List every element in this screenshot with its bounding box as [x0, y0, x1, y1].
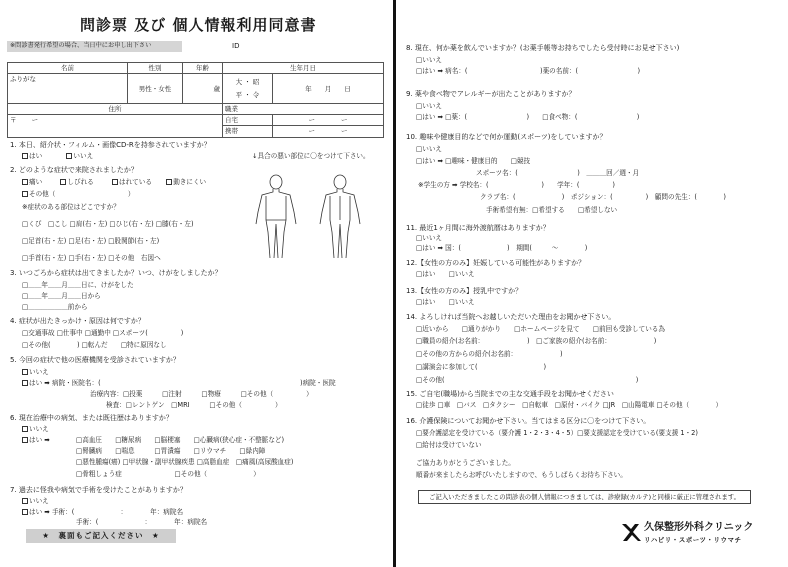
- mobile-phone-field[interactable]: ー ー: [273, 126, 384, 137]
- id-label: ID: [232, 42, 240, 50]
- q7-yes-label: はい: [29, 508, 43, 516]
- furigana-label: ふりがな: [10, 75, 36, 84]
- q11-no[interactable]: □いいえ: [416, 234, 443, 242]
- q2-numb-label: しびれる: [67, 178, 94, 186]
- q2-stiff-checkbox[interactable]: [166, 179, 172, 185]
- right-page: [396, 0, 788, 567]
- q2-parts-row-3[interactable]: □手首(右・左) □手(右・左) □その他 右図へ: [22, 254, 161, 262]
- q16-care-level[interactable]: □要介護認定を受けている（要介護 1・2・3・4・5）□要支援認定を受けている(要支援 1・2): [416, 429, 698, 437]
- q2-other-label: その他（ ）: [29, 190, 135, 198]
- name-field[interactable]: [8, 74, 128, 104]
- q7-surgery-2[interactable]: 手術：( ： 年：病院名: [76, 518, 208, 526]
- q9-yes[interactable]: □はい ➡ □薬：( ) □食べ物：( ): [416, 113, 640, 121]
- q8-no[interactable]: □いいえ: [416, 56, 443, 64]
- clinic-logo: [620, 520, 780, 550]
- q7-question: 7. 過去に怪我や病気で手術を受けたことがありますか？: [10, 486, 187, 494]
- clinic-name: 久保整形外科クリニック: [644, 522, 754, 533]
- q6-yes-checkbox[interactable]: [22, 437, 28, 443]
- q2-parts-row-2[interactable]: □足首(右・左) □足(右・左) □股関節(右・左): [22, 237, 160, 245]
- q2-question: 2. どのような症状で来院されましたか？: [10, 166, 138, 174]
- q10-yes[interactable]: □はい ➡ □趣味・健康目的 □競技: [416, 157, 531, 165]
- q7-surgery-1[interactable]: 手術：( ： 年：病院名: [51, 508, 184, 516]
- sex-field[interactable]: 男性・女性: [128, 74, 183, 104]
- q15-question: 15. ご自宅(職場)から当院までの主な交通手段をお聞かせください: [406, 390, 614, 398]
- q9-question: 9. 薬や食べ物でアレルギーが出たことがありますか？: [406, 90, 576, 98]
- q2-where: ※症状のある部位はどこですか？: [22, 203, 120, 211]
- q10-question: 10. 趣味や健康目的などで何か運動(スポーツ)をしていますか？: [406, 133, 607, 141]
- q2-other: [22, 190, 135, 198]
- q8-yes[interactable]: □はい ➡ 病名：( )薬の名前：( ): [416, 67, 641, 75]
- dob-header: 生年月日: [223, 63, 384, 74]
- q1-question: 1. 本日、紹介状・フィルム・画像CD-Rを持参されていますか？: [10, 141, 211, 149]
- q11-yes[interactable]: □はい ➡ 国：( ) 期間( 〜 ): [416, 244, 588, 252]
- q5-no-label: いいえ: [29, 368, 49, 376]
- q6-conditions-row-4[interactable]: □骨粗しょう症 □その他（ ）: [76, 470, 260, 478]
- q10-student[interactable]: ※学生の方 ➡ 学校名：( ) 学年：( ): [418, 181, 615, 189]
- q2-swollen-label: はれている: [119, 178, 152, 186]
- q7-no: [22, 497, 49, 505]
- q7-no-label: いいえ: [29, 497, 49, 505]
- q3-question: 3. いつごろから症状は出てきましたか？いつ、けがをしましたか？: [10, 269, 222, 277]
- q3-since[interactable]: □＿＿年＿＿月＿＿日から: [22, 292, 101, 300]
- q16-question: 16. 介護保険についてお聞かせ下さい。当てはまる区分に〇をつけて下さい。: [406, 417, 651, 425]
- q15-options[interactable]: □徒歩 □車 □バス □タクシー □自転車 □原付・バイク □JR □山陽電車 □その他（ ）: [416, 401, 723, 409]
- q10-club[interactable]: クラブ名：( ) ポジション：( ) 顧問の先生：( ): [480, 193, 726, 201]
- q9-no[interactable]: □いいえ: [416, 102, 443, 110]
- q1-no-checkbox[interactable]: [66, 153, 72, 159]
- q7-no-checkbox[interactable]: [22, 498, 28, 504]
- q10-surgery-wish[interactable]: 手術希望有無：□希望する □希望しない: [486, 206, 618, 214]
- q5-exam[interactable]: 検査：□レントゲン □MRI □その他（ ）: [106, 401, 282, 409]
- q2-numb-checkbox[interactable]: [60, 179, 66, 185]
- q5-hospital-suffix: )病院・医院: [300, 379, 336, 387]
- q10-no[interactable]: □いいえ: [416, 145, 443, 153]
- q5-yes: [22, 379, 101, 387]
- q5-hospital-label: 病院・医院名：(: [51, 379, 101, 387]
- home-phone-field[interactable]: ー ー: [273, 115, 384, 126]
- body-diagram[interactable]: [244, 172, 372, 260]
- q5-no: [22, 368, 49, 376]
- q14-reasons-row-5[interactable]: □その他( ): [416, 376, 639, 384]
- home-label: 自宅: [223, 115, 273, 126]
- q13-options[interactable]: □はい □いいえ: [416, 298, 475, 306]
- privacy-notice: ご記入いただきましたこの問診表の個人情報につきましては、診療録(カルテ)と同様に厳正に管理されます。: [418, 490, 751, 504]
- q5-yes-checkbox[interactable]: [22, 380, 28, 386]
- q5-question: 5. 今回の症状で他の医療機関を受診されていますか？: [10, 356, 180, 364]
- q2-parts-row-1[interactable]: □くび □こし □肩(右・左) □ひじ(右・左) □膝(右・左): [22, 220, 194, 228]
- q5-yes-label: はい: [29, 379, 43, 387]
- q2-stiff-label: 動きにくい: [173, 178, 207, 186]
- q6-yes-label: はい: [29, 436, 43, 444]
- arrow-icon: ➡: [44, 436, 50, 444]
- q13-question: 13.【女性の方のみ】授乳中ですか？: [406, 287, 523, 295]
- era-option-1: 大 ・ 昭: [235, 78, 260, 86]
- q16-no-benefit[interactable]: □給付は受けていない: [416, 441, 482, 449]
- q2-pain-label: 痛い: [29, 178, 43, 186]
- q6-no-label: いいえ: [29, 425, 49, 433]
- q14-question: 14. よろしければ当院へお越しいただいた理由をお聞かせ下さい。: [406, 313, 616, 321]
- q3-ago[interactable]: □＿＿＿＿＿＿前から: [22, 303, 88, 311]
- era-option-2: 平 ・ 令: [235, 91, 260, 100]
- q6-no: [22, 425, 49, 433]
- age-header: 年齢: [183, 63, 223, 74]
- left-page: [0, 0, 393, 567]
- q11-question: 11. 最近1ヶ月間に海外渡航暦はありますか？: [406, 224, 550, 232]
- clinic-specialties: リハビリ・スポーツ・リウマチ: [644, 536, 742, 544]
- q14-reasons-row-4[interactable]: □講演会に参加して( ): [416, 363, 547, 371]
- q14-reasons-row-1[interactable]: □近いから □通りがかり □ホームページを見て □前回も受診している為: [416, 325, 665, 333]
- back-side-note: ★ 裏面もご記入ください ★: [26, 529, 176, 543]
- q12-options[interactable]: □はい □いいえ: [416, 270, 475, 278]
- q4-causes-row-1[interactable]: □交通事故 □仕事中 □通勤中 □スポーツ( ): [22, 329, 184, 337]
- q1-yes-label: はい: [29, 152, 43, 160]
- q1-hint: ↓具合の悪い部位に〇をつけて下さい。: [252, 152, 370, 160]
- q6-conditions-row-2[interactable]: □腎臓病 □喘息 □胃潰瘍 □リウマチ □緑内障: [76, 447, 266, 455]
- thanks-message: ご協力ありがとうございました。: [416, 459, 515, 467]
- q4-question: 4. 症状が出たきっかけ・原因は何ですか？: [10, 317, 145, 325]
- issue-note: ※問診書発行希望の場合、当日中にお申し出下さい: [7, 41, 182, 52]
- q6-conditions-row-3[interactable]: □悪性腫瘍(癌) □甲状腺・副甲状腺疾患 □高脂血症 □痛風(高尿酸血症): [76, 458, 294, 466]
- q2-symptoms: [22, 178, 206, 186]
- arrow-icon: ➡: [44, 508, 50, 516]
- era-field[interactable]: [223, 74, 273, 104]
- q2-pain-checkbox[interactable]: [22, 179, 28, 185]
- q8-question: 8. 現在、何か薬を飲んでいますか？(お薬手帳等お持ちでしたら受付時にお見せ下さい): [406, 44, 680, 52]
- q14-reasons-row-2[interactable]: □職員の紹介(お名前： ) □ご家族の紹介(お名前： ): [416, 337, 657, 345]
- q6-conditions-row-1[interactable]: □高血圧 □糖尿病 □脳梗塞 □心臓病(狭心症・不整脈など): [76, 436, 285, 444]
- dob-field[interactable]: 年 月 日: [273, 74, 384, 104]
- q7-yes-checkbox[interactable]: [22, 509, 28, 515]
- q7-yes: [22, 508, 183, 516]
- mobile-label: 携帯: [223, 126, 273, 137]
- page-title: 問診票 及び 個人情報利用同意書: [80, 16, 317, 34]
- address-header: 住所: [8, 104, 223, 115]
- q3-injured-on[interactable]: □＿＿年＿＿月＿＿日に、けがをした: [22, 281, 134, 289]
- q2-other-checkbox[interactable]: [22, 191, 28, 197]
- q4-causes-row-2[interactable]: □その他( ) □転んだ □特に原因なし: [22, 341, 167, 349]
- body-back-icon: [320, 175, 360, 258]
- q12-question: 12.【女性の方のみ】妊娠している可能性がありますか？: [406, 259, 586, 267]
- age-field[interactable]: 歳: [183, 74, 223, 104]
- clinic-logo-icon: [620, 521, 642, 543]
- q10-sport[interactable]: スポーツ名：( ) ＿＿＿回／週・月: [476, 169, 640, 177]
- q5-no-checkbox[interactable]: [22, 369, 28, 375]
- sex-header: 性別: [128, 63, 183, 74]
- job-field[interactable]: 職業: [223, 104, 384, 115]
- q1-yes-checkbox[interactable]: [22, 153, 28, 159]
- q1-options: [22, 152, 93, 160]
- q2-swollen-checkbox[interactable]: [112, 179, 118, 185]
- name-header: 名前: [8, 63, 128, 74]
- q1-no-label: いいえ: [73, 152, 94, 160]
- address-field[interactable]: 〒 ー: [8, 115, 223, 137]
- body-front-icon: [256, 175, 296, 258]
- q5-treatment[interactable]: 治療内容：□投薬 □注射 □物療 □その他（ ）: [90, 390, 313, 398]
- q6-yes: [22, 436, 50, 444]
- q14-reasons-row-3[interactable]: □その他の方からの紹介(お名前： ): [416, 350, 563, 358]
- q6-question: 6. 現在治療中の病気、または既往歴はありますか？: [10, 414, 173, 422]
- wait-message: 順番が来ましたらお呼びいたしますので、もうしばらくお待ち下さい。: [416, 471, 627, 479]
- arrow-icon: ➡: [44, 379, 50, 387]
- q6-no-checkbox[interactable]: [22, 426, 28, 432]
- patient-info-table: [7, 62, 384, 138]
